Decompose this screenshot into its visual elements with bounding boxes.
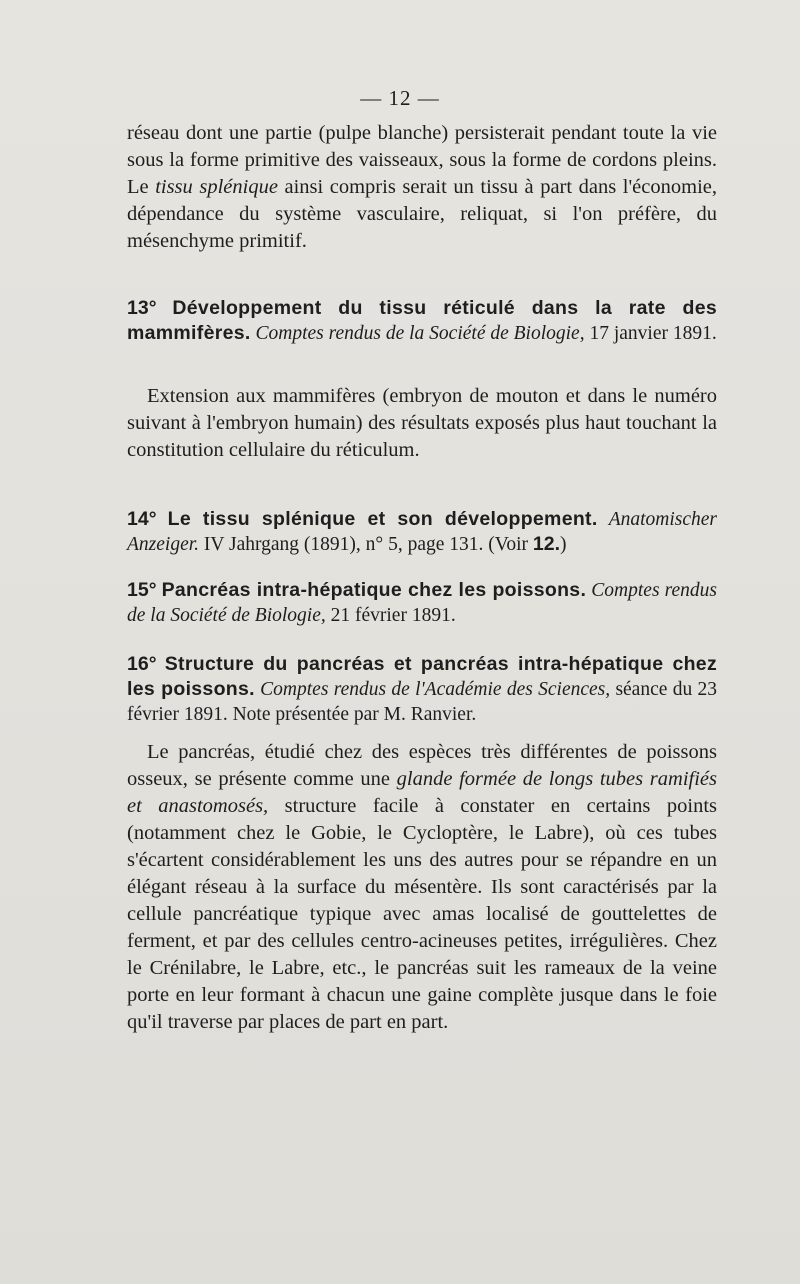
entry-source-end: ) [559, 534, 567, 555]
entry-source: Anatomischer Anzeiger. [127, 509, 718, 555]
entry-15 [127, 578, 717, 628]
pancreas-paragraph [127, 739, 717, 1036]
entry-number: 14° [127, 508, 157, 530]
entry-title: Structure du pancréas et pancréas intra-hépatique chez les poissons. [127, 653, 717, 700]
intro-italic: tissu splénique [155, 176, 278, 198]
entry-13 [127, 296, 717, 346]
pancreas-italic: glande formée de longs tubes ramifiés et anastomosés, [127, 768, 717, 817]
extension-paragraph: Extension aux mammifères (embryon de mouton et dans le numéro suivant à l'embryon humain) des résultats exposés plus haut touchant la constitution cellulaire du réticulum. [127, 385, 717, 461]
pancreas-text-1: Le pancréas, étudié chez des espèces très différentes de poissons osseux, se présente comme une [127, 741, 717, 790]
entry-source: Comptes rendus de la Société de Biologie, [255, 323, 585, 344]
entry-16 [127, 652, 717, 727]
entry-reference: 12. [532, 533, 560, 555]
entry-title: Développement du tissu réticulé dans la rate des mammifères. [127, 297, 717, 344]
entry-title: Pancréas intra-hépatique chez les poissons. [161, 579, 587, 601]
entry-source: Comptes rendus de l'Académie des Sciences, [260, 679, 611, 700]
entry-source-rest: IV Jahrgang (1891), n° 5, page 131. (Voir [199, 534, 533, 555]
entry-title: Le tissu splénique et son développement. [167, 508, 598, 530]
entry-number: 15° [127, 579, 157, 601]
pancreas-text-2: structure facile à constater en certains points (notamment chez le Gobie, le Cycloptère, le Labre), où ces tubes s'écartent considérablement les uns des autres pour se répandre en un élégant réseau à la surface du mésentère. Ils sont caractérisés par la cellule pancréatique typique avec amas localisé de gouttelettes de ferment, et par des cellules centro-acineuses petites, irrégulières. Chez le Crénilabre, le Labre, etc., le pancréas suit les rameaux de la veine porte en leur formant à chacun une gaine complète jusque dans le foie qu'il traverse par places de part en part. [127, 795, 717, 1033]
intro-text-1: réseau dont une partie (pulpe blanche) persisterait pendant toute la vie sous la forme primitive des vaisseaux, sous la forme de cordons pleins. Le [127, 122, 717, 198]
entry-number: 13° [127, 297, 157, 319]
entry-number: 16° [127, 653, 157, 675]
page-number: — 12 — [360, 86, 440, 110]
intro-text-2: ainsi compris serait un tissu à part dans l'économie, dépendance du système vasculaire, reliquat, si l'on préfère, du mésenchyme primitif. [127, 176, 717, 252]
entry-14 [127, 507, 717, 557]
entry-source: Comptes rendus de la Société de Biologie, [127, 580, 717, 626]
entry-source-rest: 21 février 1891. [325, 605, 456, 626]
entry-source-rest: 17 janvier 1891. [584, 323, 717, 344]
entry-source-rest: séance du 23 février 1891. Note présentée par M. Ranvier. [127, 679, 717, 725]
intro-paragraph [127, 120, 717, 255]
